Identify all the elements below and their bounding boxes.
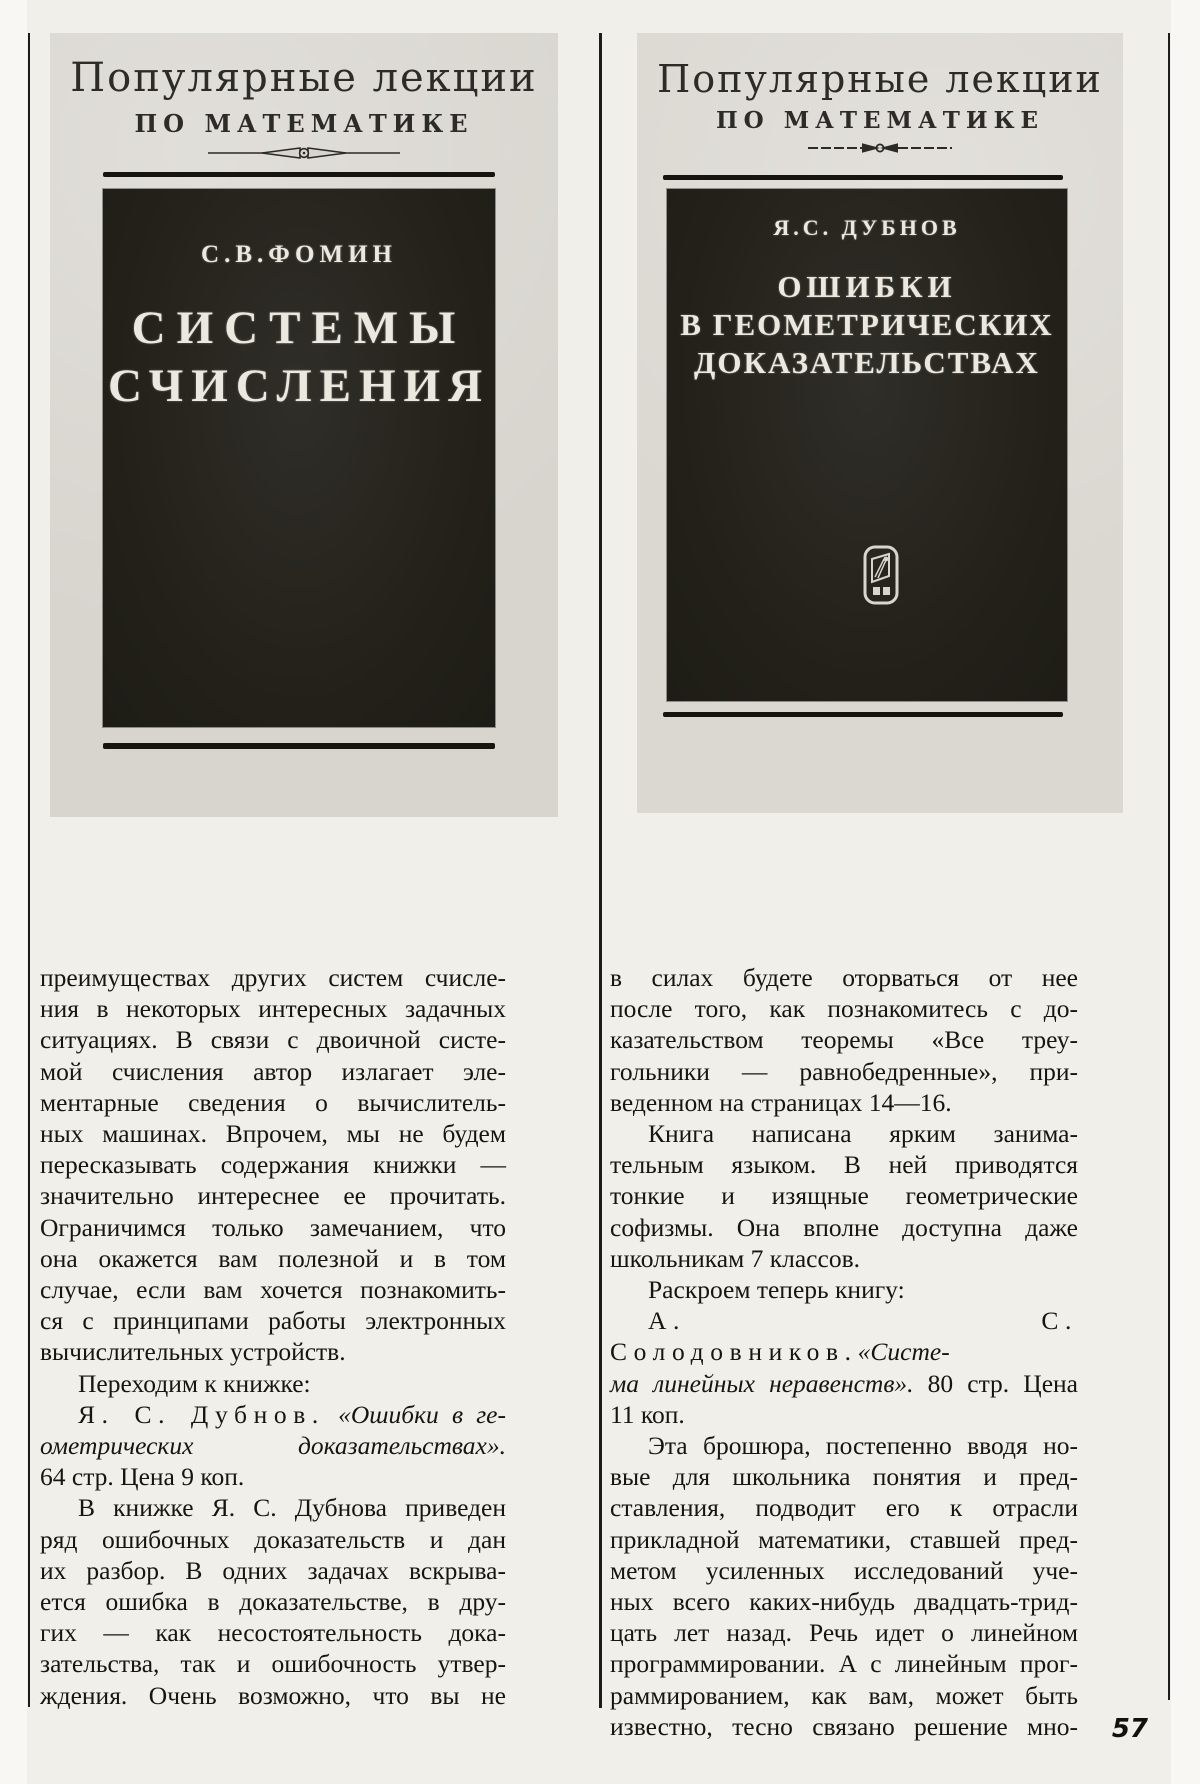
series-subtitle: ПО МАТЕМАТИКЕ	[715, 107, 1045, 134]
text-line	[610, 1368, 1078, 1399]
text-line	[610, 1430, 1078, 1461]
body-text: цать лет назад. Речь идет о линейном	[610, 1618, 1078, 1648]
series-ornament-icon	[790, 141, 970, 155]
body-text: преимуществах других систем счисле-	[40, 963, 506, 992]
text-line	[40, 1461, 506, 1492]
text-column-right	[610, 962, 1078, 1742]
text-line	[610, 1586, 1078, 1617]
body-text: после того, как познакомитесь с до-	[610, 994, 1078, 1024]
text-line	[40, 1274, 506, 1305]
text-line	[40, 1524, 506, 1555]
book-title-line: СИСТЕМЫ	[131, 302, 467, 354]
letterspaced-text: Я. С. Дубнов.	[78, 1399, 325, 1429]
text-line	[610, 1056, 1078, 1087]
letterspaced-text: А. С. Солодовников.	[610, 1306, 1078, 1367]
body-text: 11 коп.	[610, 1399, 685, 1429]
body-text: софизмы. Она вполне доступна даже	[610, 1212, 1078, 1242]
text-line	[40, 1243, 506, 1274]
text-line	[610, 1680, 1078, 1711]
body-text: 80 стр. Цена	[913, 1368, 1078, 1398]
body-text: веденном на страницах 14—16.	[610, 1087, 952, 1117]
body-text: ждения. Очень возможно, что вы не	[40, 1680, 506, 1710]
book-title-line: В ГЕОМЕТРИЧЕСКИХ	[680, 307, 1054, 342]
left-page-margin	[0, 0, 27, 1784]
body-text: Ограничимся только замечанием, что	[40, 1212, 506, 1242]
body-text: в силах будете оторваться от нее	[610, 963, 1078, 992]
body-text: она окажется вам полезной и в том	[40, 1243, 506, 1273]
body-text: зательства, так и ошибочность утвер-	[40, 1649, 506, 1679]
book-photo-fomin	[50, 33, 558, 817]
body-text: ных машинах. Впрочем, мы не будем	[40, 1119, 506, 1149]
text-line	[40, 1336, 506, 1367]
series-title: Популярные лекции	[657, 57, 1103, 101]
text-line	[610, 1648, 1078, 1679]
italic-text: ма линейных неравенств».	[610, 1368, 914, 1398]
text-line	[610, 1243, 1078, 1274]
body-text: мой счисления автор излагает эле-	[40, 1056, 506, 1086]
text-line	[610, 962, 1078, 993]
publisher-emblem-icon	[863, 545, 899, 605]
body-text: их разбор. В одних задачах вскрыва-	[40, 1555, 506, 1585]
italic-text: ометрических доказательствах».	[40, 1431, 506, 1461]
text-line	[40, 1305, 506, 1336]
text-line	[610, 1461, 1078, 1492]
book-title-line: ДОКАЗАТЕЛЬСТВАХ	[694, 345, 1040, 380]
body-text: ния в некоторых интересных задачных	[40, 994, 506, 1024]
body-text: Переходим к книжке:	[78, 1368, 311, 1398]
right-frame-rule	[1168, 33, 1170, 1700]
cover-bottom-rule	[663, 712, 1063, 717]
book-author: С.В.ФОМИН	[201, 241, 397, 268]
book-photo-dubnov	[637, 33, 1123, 813]
column-divider-rule	[599, 33, 602, 1708]
text-line	[40, 1399, 506, 1430]
text-line	[40, 1648, 506, 1679]
body-text: вые для школьника понятия и пред-	[610, 1462, 1078, 1492]
text-line	[40, 1118, 506, 1149]
body-text: пересказывать содержания книжки —	[40, 1150, 506, 1180]
text-line	[40, 1024, 506, 1055]
text-line	[40, 1149, 506, 1180]
text-line	[40, 1492, 506, 1523]
text-line	[610, 1555, 1078, 1586]
text-line	[610, 1024, 1078, 1055]
text-line	[40, 1087, 506, 1118]
text-line	[40, 1368, 506, 1399]
text-line	[40, 1430, 506, 1461]
right-page-margin	[1171, 0, 1200, 1784]
body-text: ных всего каких-нибудь двадцать-трид-	[610, 1587, 1078, 1617]
text-line	[610, 1524, 1078, 1555]
text-line	[40, 1617, 506, 1648]
text-line	[610, 1274, 1078, 1305]
italic-text: «Систе-	[857, 1337, 950, 1367]
body-text: ряд ошибочных доказательств и дан	[40, 1524, 506, 1554]
left-frame-rule	[28, 33, 30, 1707]
series-title: Популярные лекции	[70, 55, 538, 101]
cover-top-rule	[663, 175, 1063, 180]
cover-bottom-rule	[103, 743, 495, 749]
text-line	[610, 993, 1078, 1024]
text-line	[610, 1118, 1078, 1149]
body-text: Эта брошюра, постепенно вводя но-	[648, 1431, 1078, 1461]
text-line	[40, 1586, 506, 1617]
body-text: ся с принципами работы электронных	[40, 1306, 506, 1336]
body-text: метом усиленных исследований уче-	[610, 1555, 1078, 1585]
text-line	[40, 962, 506, 993]
body-text: ситуациях. В связи с двоичной систе-	[40, 1025, 506, 1055]
body-text: В книжке Я. С. Дубнова приведен	[78, 1493, 506, 1523]
body-text: программировании. А с линейным прог-	[610, 1649, 1078, 1679]
body-text: ется ошибка в доказательстве, в дру-	[40, 1587, 506, 1617]
body-text: известно, тесно связано решение мно-	[610, 1711, 1078, 1741]
text-line	[610, 1711, 1078, 1742]
body-text: гих — как несостоятельность дока-	[40, 1618, 506, 1648]
body-text: прикладной математики, ставшей пред-	[610, 1524, 1078, 1554]
italic-text: «Ошибки в ге-	[324, 1399, 506, 1429]
text-line	[610, 1149, 1078, 1180]
body-text: тельным языком. В ней приводятся	[610, 1150, 1078, 1180]
body-text: гольники — равнобедренные», при-	[610, 1056, 1078, 1086]
book-author: Я.С. ДУБНОВ	[773, 215, 961, 240]
text-line	[40, 1212, 506, 1243]
series-ornament-icon	[204, 145, 404, 161]
text-line	[40, 1555, 506, 1586]
body-text: Раскроем теперь книгу:	[648, 1275, 905, 1305]
text-line	[610, 1305, 1078, 1367]
text-line	[40, 1056, 506, 1087]
book-cover-dubnov	[667, 189, 1067, 701]
body-text: казательством теоремы «Все треу-	[610, 1025, 1078, 1055]
book-title-line: ОШИБКИ	[777, 269, 957, 304]
text-line	[610, 1180, 1078, 1211]
body-text: случае, если вам хочется познакомить-	[40, 1275, 506, 1305]
text-line	[40, 1180, 506, 1211]
body-text: школьникам 7 классов.	[610, 1243, 860, 1273]
text-line	[610, 1087, 1078, 1118]
body-text: вычислительных устройств.	[40, 1337, 346, 1367]
body-text: раммированием, как вам, может быть	[610, 1680, 1078, 1710]
text-line	[610, 1399, 1078, 1430]
book-title-line: СЧИСЛЕНИЯ	[107, 360, 491, 412]
text-line	[40, 993, 506, 1024]
cover-top-rule	[103, 172, 495, 177]
body-text: ставления, подводит его к отрасли	[610, 1493, 1078, 1523]
body-text: 64 стр. Цена 9 коп.	[40, 1462, 245, 1492]
body-text: значительно интереснее ее прочитать.	[40, 1181, 506, 1211]
text-line	[610, 1212, 1078, 1243]
series-subtitle: ПО МАТЕМАТИКЕ	[134, 109, 474, 138]
text-line	[40, 1680, 506, 1711]
page-number: 57	[1111, 1714, 1148, 1744]
text-line	[610, 1617, 1078, 1648]
body-text: ментарные сведения о вычислитель-	[40, 1087, 506, 1117]
body-text: тонкие и изящные геометрические	[610, 1181, 1078, 1211]
text-line	[610, 1492, 1078, 1523]
text-column-left	[40, 962, 506, 1711]
book-cover-fomin	[103, 189, 495, 727]
body-text: Книга написана ярким занима-	[648, 1119, 1078, 1149]
